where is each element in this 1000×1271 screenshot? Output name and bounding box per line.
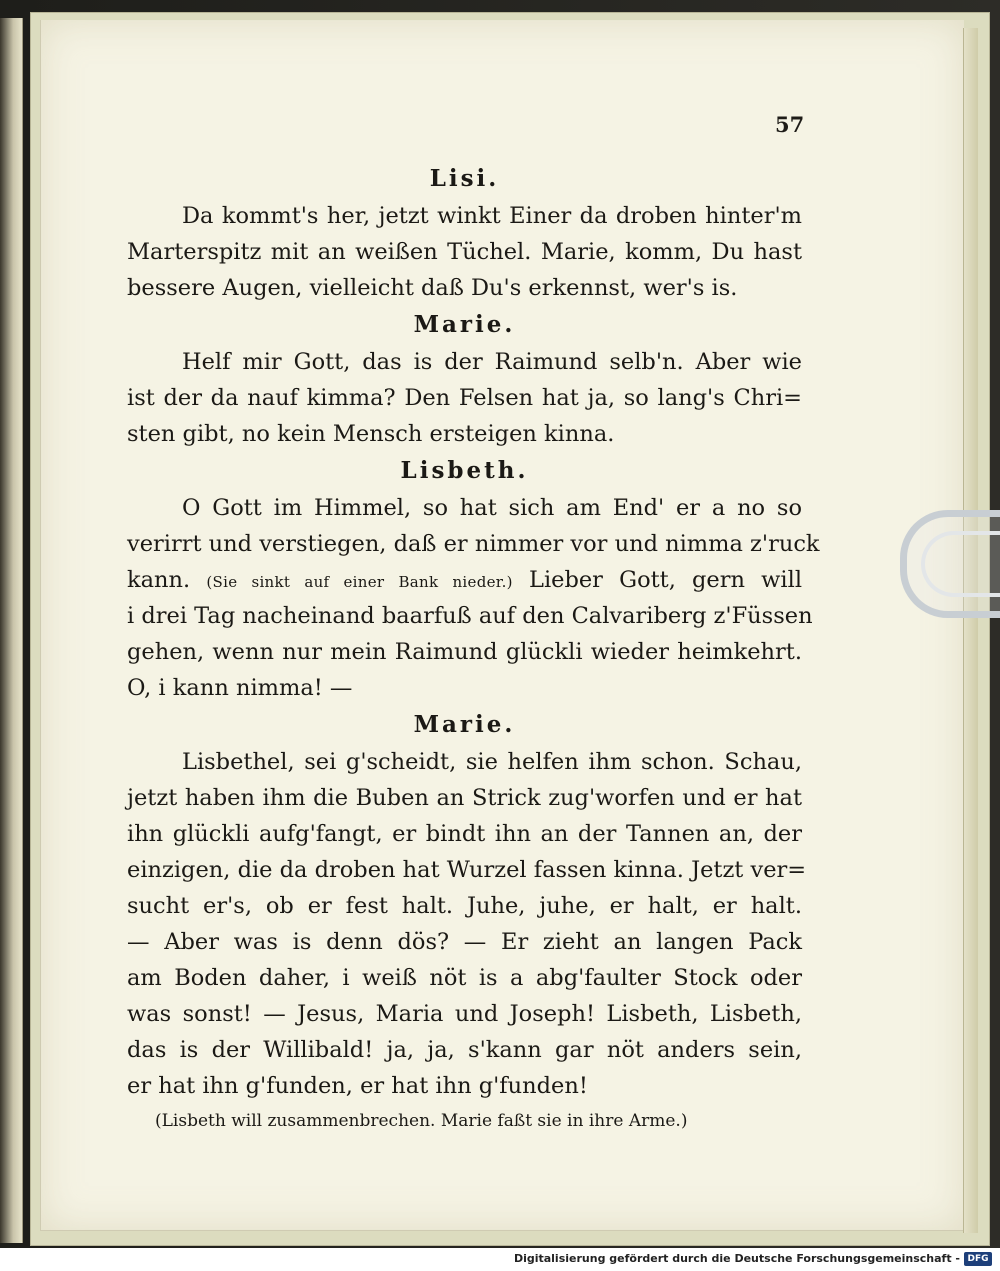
text-line: verirrt und verstiegen, daß er nimmer vor und nimma z'ruck xyxy=(127,531,820,557)
text-line: was sonst! — Jesus, Maria und Joseph! Lisbeth, Lisbeth, xyxy=(127,1001,802,1027)
dfg-logo: DFG xyxy=(964,1252,992,1266)
text-line: i drei Tag nacheinand baarfuß auf den Calvariberg z'Füssen xyxy=(127,603,813,629)
closing-stage-direction: (Lisbeth will zusammenbrechen. Marie faßt sie in ihre Arme.) xyxy=(155,1111,688,1131)
text-fragment: kann. xyxy=(127,567,191,593)
text-line: O Gott im Himmel, so hat sich am End' er a no so xyxy=(182,495,802,521)
paper-clip-inner xyxy=(921,531,1000,597)
speaker-heading: Lisbeth. xyxy=(400,457,529,484)
text-line: Marterspitz mit an weißen Tüchel. Marie, komm, Du hast xyxy=(127,239,802,265)
text-line: bessere Augen, vielleicht daß Du's erkennst, wer's is. xyxy=(127,275,738,301)
page-edge xyxy=(963,28,978,1233)
footer-bar xyxy=(0,1248,1000,1271)
text-line-with-stage-direction xyxy=(127,562,802,598)
text-line: sucht er's, ob er fest halt. Juhe, juhe, er halt, er halt. xyxy=(127,893,802,919)
text-line: jetzt haben ihm die Buben an Strick zug'worfen und er hat xyxy=(127,785,802,811)
speaker-heading: Marie. xyxy=(413,311,516,338)
text-line: er hat ihn g'funden, er hat ihn g'funden! xyxy=(127,1073,588,1099)
text-line: Helf mir Gott, das is der Raimund selb'n. Aber wie xyxy=(182,349,802,375)
paper-clip-icon xyxy=(900,510,1000,618)
text-line: am Boden daher, i weiß nöt is a abg'faulter Stock oder xyxy=(127,965,802,991)
book-spine xyxy=(0,18,23,1243)
page-number: 57 xyxy=(775,112,805,137)
funding-note: Digitalisierung gefördert durch die Deutsche Forschungsgemeinschaft - xyxy=(513,1252,960,1265)
text-line: ist der da nauf kimma? Den Felsen hat ja, so lang's Chri= xyxy=(127,385,802,411)
text-line: gehen, wenn nur mein Raimund glückli wieder heimkehrt. xyxy=(127,639,802,665)
text-line: das is der Willibald! ja, ja, s'kann gar nöt anders sein, xyxy=(127,1037,802,1063)
speaker-heading: Marie. xyxy=(413,711,516,738)
dialogue-text xyxy=(127,160,820,1138)
text-line: sten gibt, no kein Mensch ersteigen kinna. xyxy=(127,421,615,447)
text-fragment: Lieber Gott, gern will xyxy=(529,567,803,593)
text-line: Da kommt's her, jetzt winkt Einer da droben hinter'm xyxy=(182,203,802,229)
text-line: Lisbethel, sei g'scheidt, sie helfen ihm schon. Schau, xyxy=(182,749,802,775)
text-line: — Aber was is denn dös? — Er zieht an langen Pack xyxy=(127,929,802,955)
stage-direction: (Sie sinkt auf einer Bank nieder.) xyxy=(206,573,513,591)
text-line: O, i kann nimma! — xyxy=(127,675,353,701)
text-line: einzigen, die da droben hat Wurzel fassen kinna. Jetzt ver= xyxy=(127,857,807,883)
text-line: ihn glückli aufg'fangt, er bindt ihn an der Tannen an, der xyxy=(127,821,802,847)
speaker-heading: Lisi. xyxy=(429,165,500,192)
